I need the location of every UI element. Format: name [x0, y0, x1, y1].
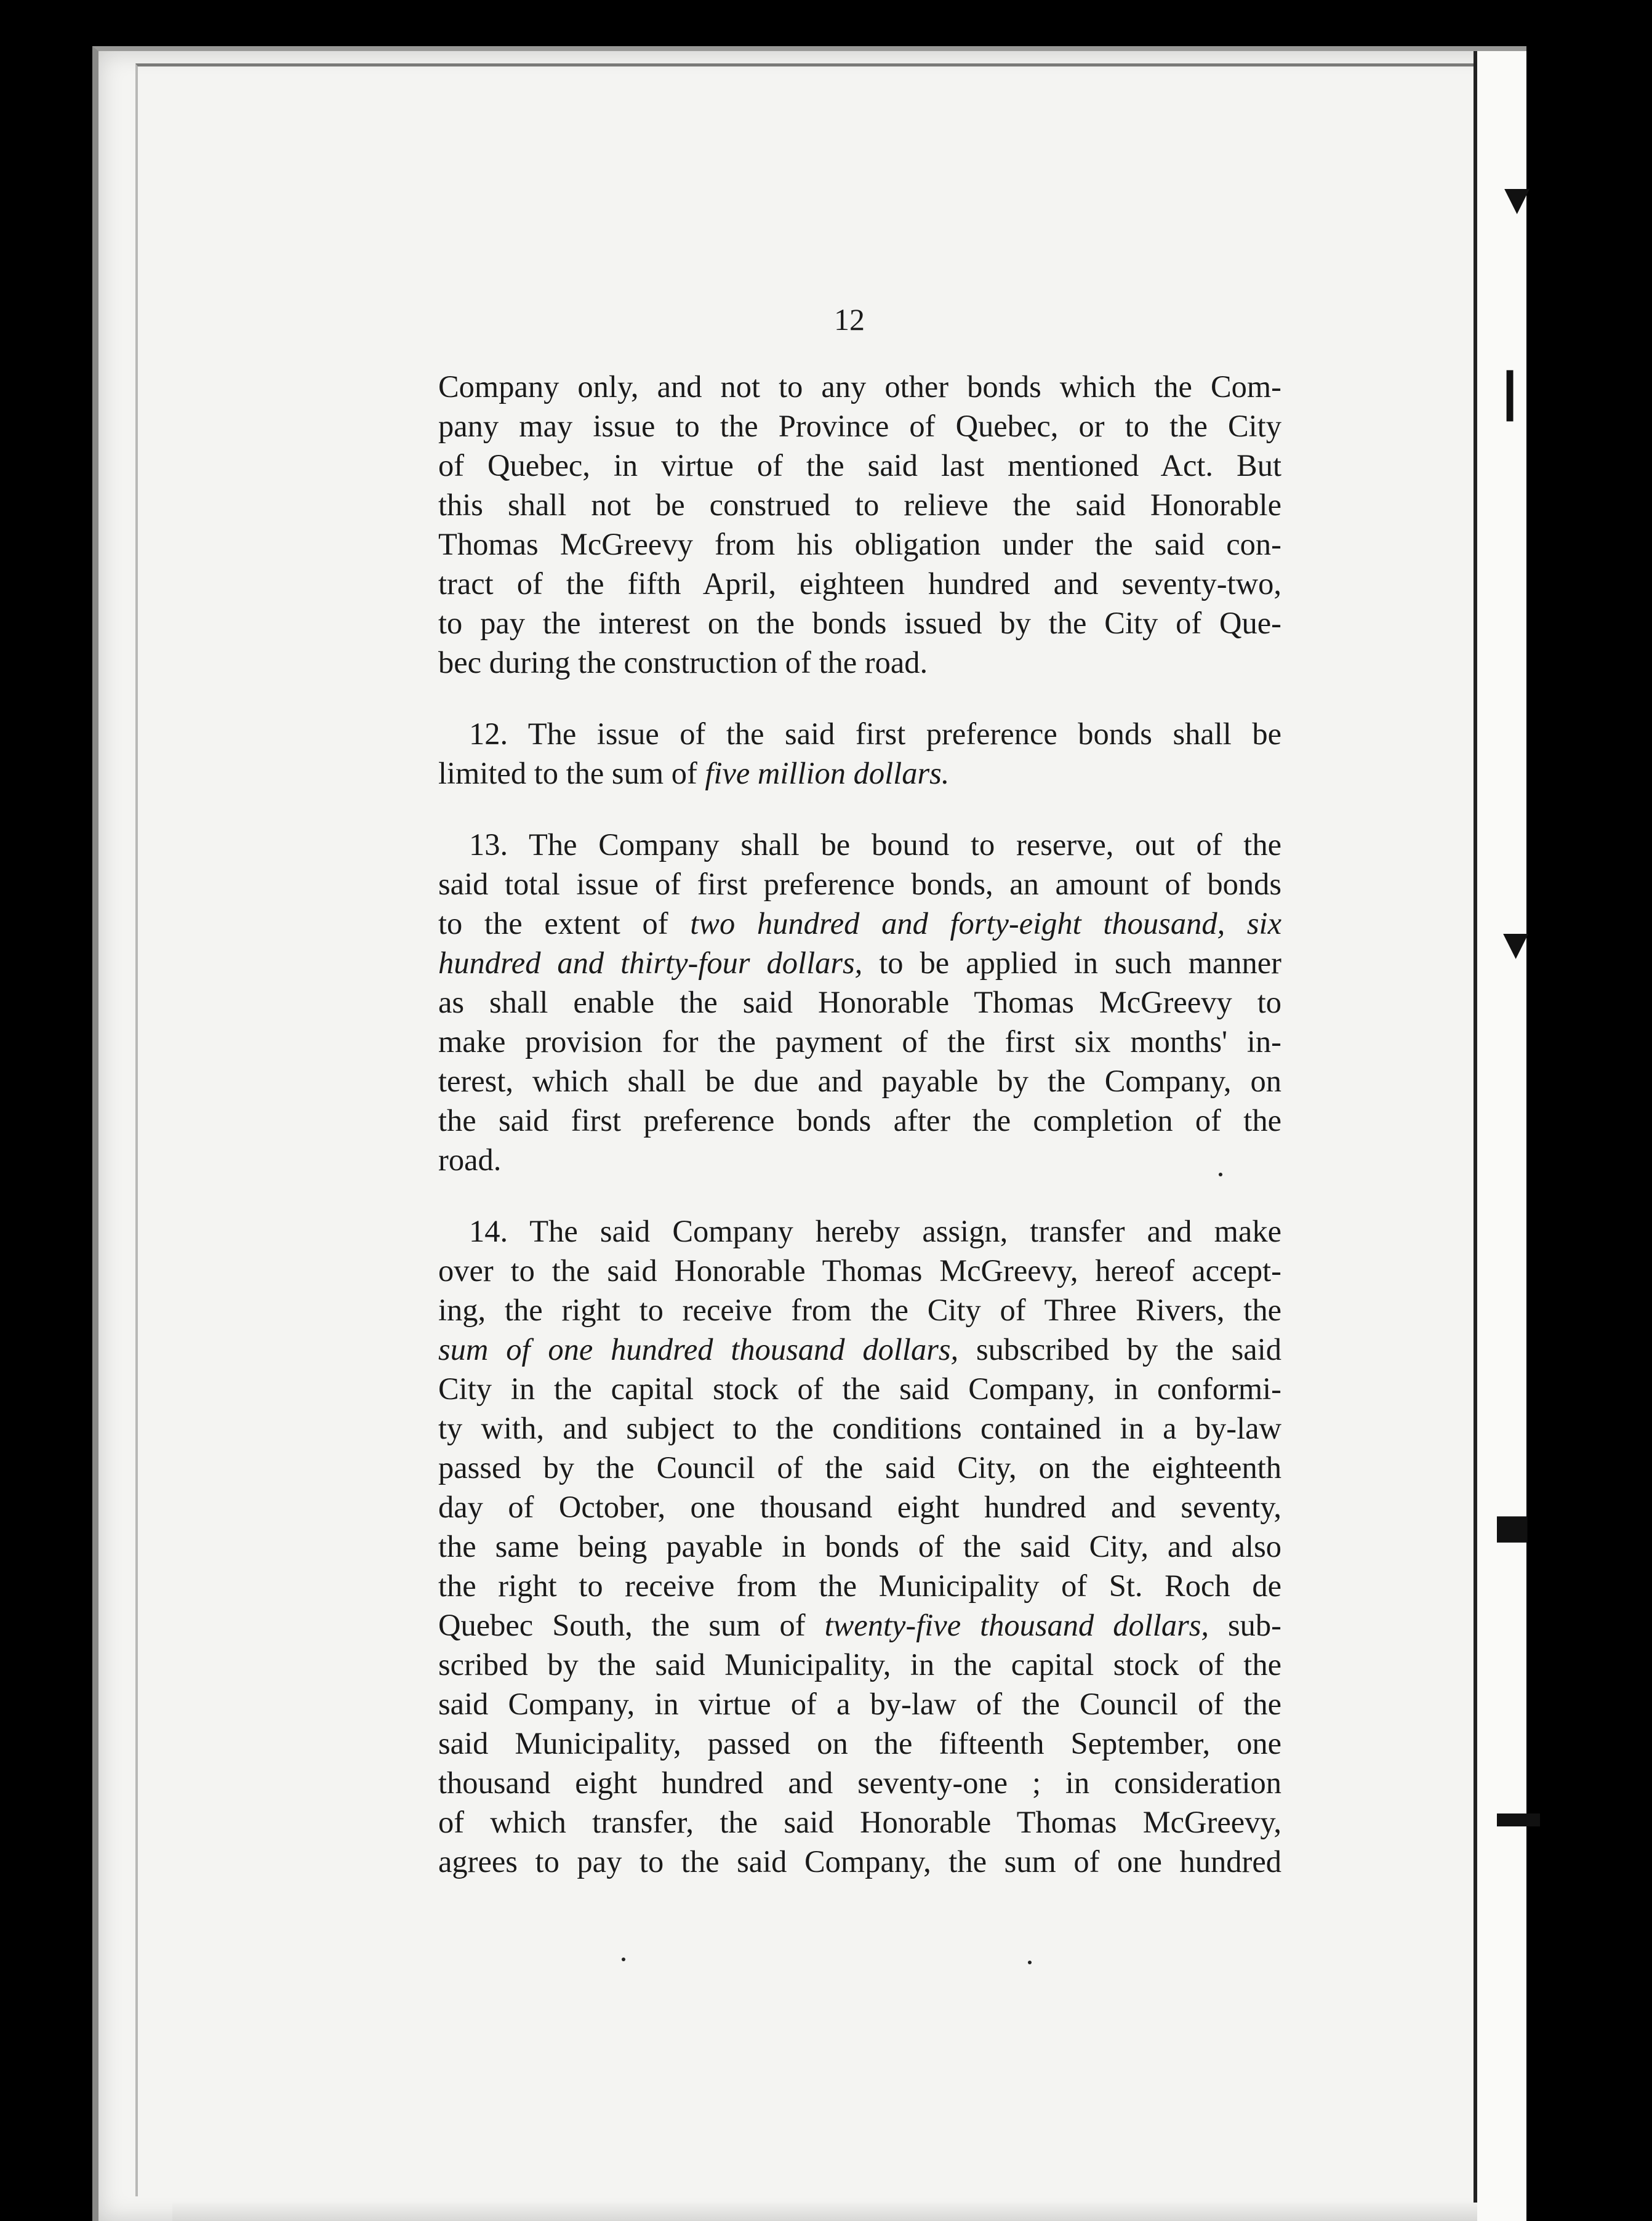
italic-amount: sum of one hundred thousand dollars,: [438, 1332, 959, 1367]
paragraph-12: [438, 714, 1281, 793]
text-line: of which transfer, the said Honorable Thomas McGreevy,: [438, 1805, 1281, 1839]
text-line: tract of the fifth April, eighteen hundred and seventy-two,: [438, 566, 1281, 601]
text-run: sub-: [1209, 1608, 1281, 1642]
text-line: over to the said Honorable Thomas McGreevy, hereof accept-: [438, 1253, 1281, 1288]
italic-amount: twenty-five thousand dollars,: [824, 1608, 1209, 1642]
text-line: said Company, in virtue of a by-law of the Council of the: [438, 1687, 1281, 1721]
text-run: to be applied in such manner: [862, 946, 1282, 980]
text-line: the same being payable in bonds of the said City, and also: [438, 1529, 1281, 1564]
text-line: [438, 753, 1281, 793]
text-line: of Quebec, in virtue of the said last mentioned Act. But: [438, 448, 1281, 483]
text-line: said total issue of first preference bonds, an amount of bonds: [438, 867, 1281, 901]
speck: [622, 1958, 625, 1961]
binding-mark: ▼: [1496, 176, 1539, 223]
page-bottom-edge: [172, 2203, 1477, 2221]
binding-mark: ▬: [1497, 1789, 1540, 1836]
text-line: road.: [438, 1143, 502, 1177]
text-run: Quebec South, the sum of: [438, 1608, 825, 1642]
italic-amount: two hundred and forty-eight thousand, six: [690, 906, 1281, 941]
text-line: as shall enable the said Honorable Thomas McGreevy to: [438, 985, 1281, 1019]
text-line: ty with, and subject to the conditions contained in a by-law: [438, 1411, 1281, 1445]
text-line: terest, which shall be due and payable by the Company, on: [438, 1064, 1281, 1098]
text-line: [438, 1330, 1281, 1369]
opening-paragraph: [438, 367, 1281, 682]
text-line: bec during the construction of the road.: [438, 645, 928, 680]
text-line: Thomas McGreevy from his obligation under the said con-: [438, 527, 1281, 561]
text-line: pany may issue to the Province of Quebec, or to the City: [438, 409, 1281, 443]
text-line: this shall not be construed to relieve the said Honorable: [438, 488, 1281, 522]
text-line: the said first preference bonds after the completion of the: [438, 1103, 1281, 1138]
text-line: 12. The issue of the said first preference bonds shall be: [469, 717, 1281, 751]
text-line: agrees to pay to the said Company, the sum of one hundred: [438, 1844, 1281, 1879]
body-text: [438, 287, 1281, 1881]
text-line: passed by the Council of the said City, on the eighteenth: [438, 1450, 1281, 1485]
text-line: said Municipality, passed on the fifteenth September, one: [438, 1726, 1281, 1761]
text-line: scribed by the said Municipality, in the capital stock of the: [438, 1647, 1281, 1682]
text-line: Company only, and not to any other bonds which the Com-: [438, 369, 1281, 404]
paragraph-13: [438, 825, 1281, 1179]
text-line: to pay the interest on the bonds issued by the City of Que-: [438, 606, 1281, 640]
page-number: 12: [834, 302, 865, 337]
binding-mark: ┃: [1497, 373, 1523, 420]
italic-amount: five million dollars.: [705, 756, 950, 790]
text-line: 14. The said Company hereby assign, transfer and make: [469, 1214, 1281, 1248]
italic-amount: hundred and thirty-four dollars,: [438, 946, 863, 980]
binding-mark: ▀: [1497, 1518, 1528, 1565]
text-run: to the extent of: [438, 906, 691, 941]
text-run: limited to the sum of: [438, 756, 705, 790]
text-line: ing, the right to receive from the City of Three Rivers, the: [438, 1293, 1281, 1327]
speck: [1028, 1961, 1032, 1964]
text-line: 13. The Company shall be bound to reserve, out of the: [469, 827, 1281, 862]
text-line: make provision for the payment of the first six months' in-: [438, 1024, 1281, 1059]
text-line: [438, 1605, 1281, 1645]
text-line: the right to receive from the Municipality of St. Roch de: [438, 1568, 1281, 1603]
text-line: day of October, one thousand eight hundred and seventy,: [438, 1490, 1281, 1524]
text-line: thousand eight hundred and seventy-one ; in consideration: [438, 1765, 1281, 1800]
text-line: [438, 904, 1281, 943]
paragraph-14: [438, 1211, 1281, 1881]
text-line: City in the capital stock of the said Company, in conformi-: [438, 1372, 1281, 1406]
binding-mark: ▼: [1494, 921, 1538, 968]
text-run: subscribed by the said: [958, 1332, 1281, 1367]
text-line: [438, 943, 1281, 982]
